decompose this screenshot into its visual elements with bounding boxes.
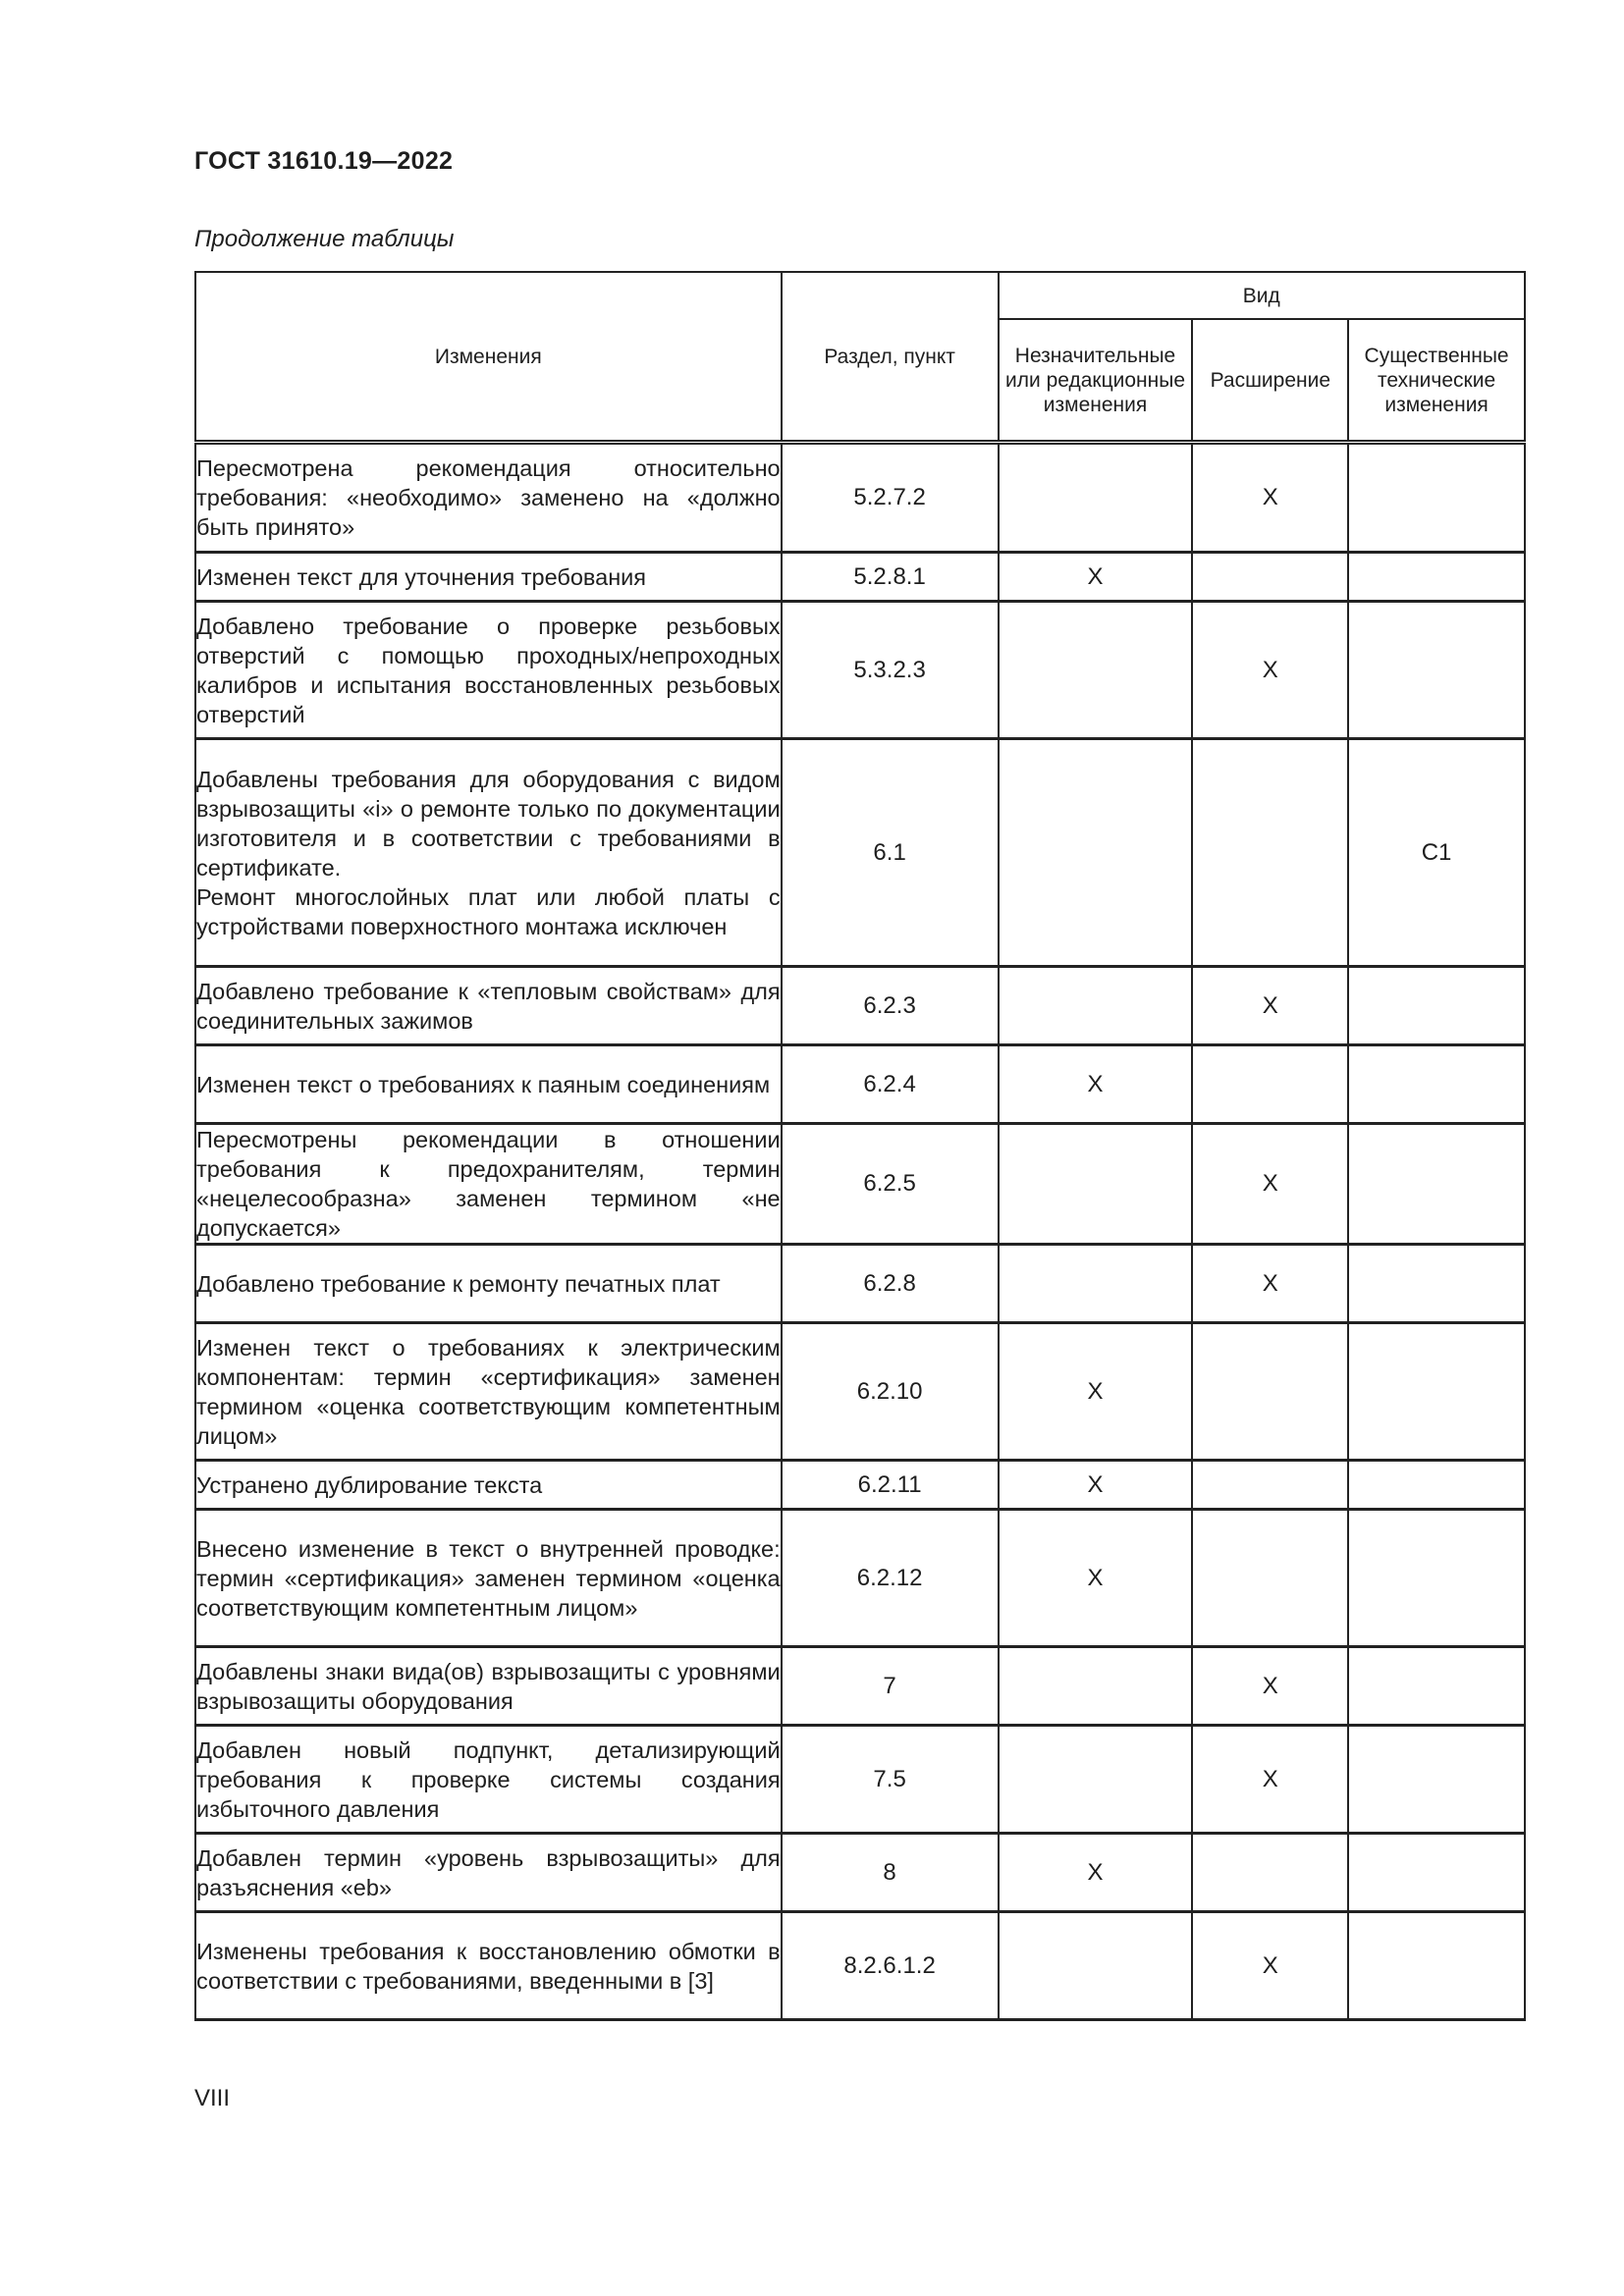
extension-cell: X (1192, 1912, 1348, 2020)
section-cell: 7.5 (782, 1726, 999, 1834)
table-row (195, 1510, 1525, 1647)
change-cell: Изменены требования к восстановлению обмотки в соответствии с требованиями, введенными в [3] (195, 1912, 782, 2020)
header-changes: Изменения (195, 272, 782, 443)
document-title: ГОСТ 31610.19—2022 (194, 147, 454, 175)
section-cell: 8 (782, 1834, 999, 1912)
major-cell (1348, 1461, 1525, 1510)
section-cell: 5.2.7.2 (782, 443, 999, 553)
change-cell: Пересмотрена рекомендация относительно требования: «необходимо» заменено на «должно быть принято» (195, 443, 782, 553)
extension-cell (1192, 1510, 1348, 1647)
minor-cell (999, 443, 1193, 553)
minor-cell: X (999, 553, 1193, 602)
major-cell (1348, 1323, 1525, 1461)
change-cell: Добавлен новый подпункт, детализирующий требования к проверке системы создания избыточного давления (195, 1726, 782, 1834)
minor-cell (999, 1245, 1193, 1323)
major-cell (1348, 1245, 1525, 1323)
section-cell: 6.2.3 (782, 967, 999, 1045)
header-type-group: Вид (999, 272, 1525, 319)
extension-cell (1192, 553, 1348, 602)
section-cell: 5.3.2.3 (782, 602, 999, 739)
table-row (195, 1245, 1525, 1323)
major-cell: C1 (1348, 739, 1525, 967)
table-row (195, 602, 1525, 739)
section-cell: 6.2.4 (782, 1045, 999, 1124)
major-cell (1348, 1726, 1525, 1834)
change-cell: Добавлено требование о проверке резьбовых отверстий с помощью проходных/непроходных калибров и испытания восстановленных резьбовых отверстий (195, 602, 782, 739)
header-section: Раздел, пункт (782, 272, 999, 443)
changes-table (194, 271, 1526, 2021)
section-cell: 6.2.5 (782, 1124, 999, 1245)
minor-cell (999, 1912, 1193, 2020)
major-cell (1348, 1510, 1525, 1647)
minor-cell (999, 1647, 1193, 1726)
extension-cell: X (1192, 1124, 1348, 1245)
change-cell: Добавлены требования для оборудования с видом взрывозащиты «i» о ремонте только по документации изготовителя и в соответствии с требованиями в сертификате. Ремонт многослойных плат или любой платы с устройствами поверхностного монтажа исключен (195, 739, 782, 967)
minor-cell (999, 739, 1193, 967)
section-cell: 6.2.12 (782, 1510, 999, 1647)
section-cell: 8.2.6.1.2 (782, 1912, 999, 2020)
extension-cell (1192, 1045, 1348, 1124)
minor-cell: X (999, 1834, 1193, 1912)
major-cell (1348, 967, 1525, 1045)
change-cell: Изменен текст для уточнения требования (195, 553, 782, 602)
change-cell: Изменен текст о требованиях к паяным соединениям (195, 1045, 782, 1124)
extension-cell (1192, 1834, 1348, 1912)
change-cell: Внесено изменение в текст о внутренней проводке: термин «сертификация» заменен термином «оценка соответствующим компетентным лицом» (195, 1510, 782, 1647)
major-cell (1348, 1912, 1525, 2020)
major-cell (1348, 1124, 1525, 1245)
change-cell: Добавлено требование к «тепловым свойствам» для соединительных зажимов (195, 967, 782, 1045)
table-row (195, 1124, 1525, 1245)
table-caption: Продолжение таблицы (194, 226, 455, 252)
major-cell (1348, 553, 1525, 602)
table-row (195, 1647, 1525, 1726)
minor-cell (999, 967, 1193, 1045)
table-row (195, 1461, 1525, 1510)
extension-cell: X (1192, 1726, 1348, 1834)
extension-cell: X (1192, 602, 1348, 739)
section-cell: 6.2.10 (782, 1323, 999, 1461)
extension-cell (1192, 1461, 1348, 1510)
table-row (195, 1912, 1525, 2020)
section-cell: 6.2.8 (782, 1245, 999, 1323)
minor-cell: X (999, 1045, 1193, 1124)
table-row (195, 1323, 1525, 1461)
major-cell (1348, 1647, 1525, 1726)
table-row (195, 739, 1525, 967)
table-row (195, 1045, 1525, 1124)
change-cell: Добавлено требование к ремонту печатных плат (195, 1245, 782, 1323)
page-number: VIII (194, 2085, 231, 2111)
minor-cell (999, 602, 1193, 739)
major-cell (1348, 602, 1525, 739)
extension-cell: X (1192, 1647, 1348, 1726)
major-cell (1348, 1045, 1525, 1124)
section-cell: 7 (782, 1647, 999, 1726)
change-cell: Изменен текст о требованиях к электрическим компонентам: термин «сертификация» заменен термином «оценка соответствующим компетентным лицом» (195, 1323, 782, 1461)
major-cell (1348, 1834, 1525, 1912)
table-row (195, 443, 1525, 553)
extension-cell: X (1192, 967, 1348, 1045)
major-cell (1348, 443, 1525, 553)
extension-cell: X (1192, 443, 1348, 553)
header-major: Существенные технические изменения (1348, 319, 1525, 443)
extension-cell (1192, 1323, 1348, 1461)
section-cell: 6.1 (782, 739, 999, 967)
change-cell: Пересмотрены рекомендации в отношении требования к предохранителям, термин «нецелесообразна» заменен термином «не допускается» (195, 1124, 782, 1245)
extension-cell (1192, 739, 1348, 967)
change-cell: Устранено дублирование текста (195, 1461, 782, 1510)
minor-cell (999, 1726, 1193, 1834)
section-cell: 5.2.8.1 (782, 553, 999, 602)
table-row (195, 1834, 1525, 1912)
table-row (195, 1726, 1525, 1834)
header-extension: Расширение (1192, 319, 1348, 443)
table-row (195, 967, 1525, 1045)
minor-cell (999, 1124, 1193, 1245)
minor-cell: X (999, 1461, 1193, 1510)
extension-cell: X (1192, 1245, 1348, 1323)
minor-cell: X (999, 1510, 1193, 1647)
minor-cell: X (999, 1323, 1193, 1461)
header-minor: Незначительные или редакционные изменения (999, 319, 1193, 443)
change-cell: Добавлены знаки вида(ов) взрывозащиты с уровнями взрывозащиты оборудования (195, 1647, 782, 1726)
table-body (195, 443, 1525, 2020)
change-cell: Добавлен термин «уровень взрывозащиты» для разъяснения «eb» (195, 1834, 782, 1912)
table-row (195, 553, 1525, 602)
section-cell: 6.2.11 (782, 1461, 999, 1510)
